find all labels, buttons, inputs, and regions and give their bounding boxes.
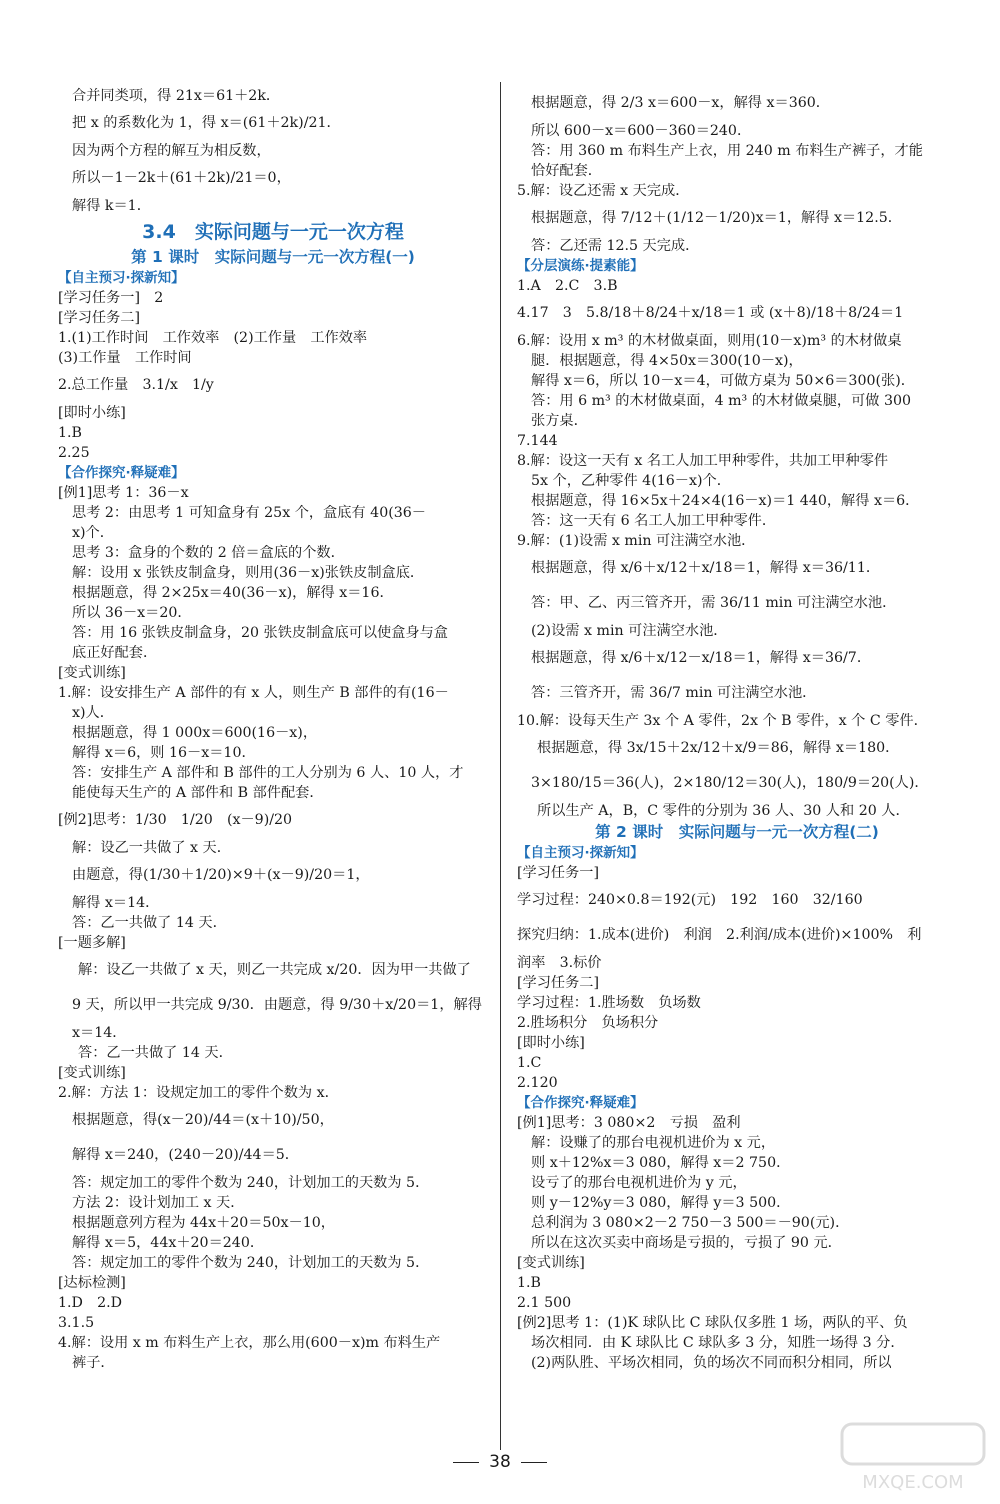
text-line: [学习任务一] 2 <box>58 290 164 306</box>
text-line: (3)工作量 工作时间 <box>58 350 192 366</box>
section-tag: 【合作探究·释疑难】 <box>58 465 185 481</box>
text-line: 根据题意，得(x－20)/44＝(x＋10)/50， <box>72 1112 334 1128</box>
text-line: 答：甲、乙、丙三管齐开，需 36/11 min 可注满空水池． <box>531 595 897 611</box>
text-line: 思考 2：由思考 1 可知盒身有 25x 个，盒底有 40(36－ <box>72 505 426 521</box>
text-line: 1.(1)工作时间 工作效率 (2)工作量 工作效率 <box>58 330 368 346</box>
section-tag: 【合作探究·释疑难】 <box>517 1095 644 1111</box>
text-line: [学习任务一] <box>517 865 600 881</box>
text-line: [例2]思考 1：(1)K 球队比 C 球队仅多胜 1 场，两队的平、负 <box>517 1315 908 1331</box>
text-line: 9 天，所以甲一共完成 9/30．由题意，得 9/30＋x/20＝1，解得 <box>72 997 482 1013</box>
text-line: 7.144 <box>517 433 558 449</box>
page-number: 38 <box>489 1452 511 1472</box>
section-tag: 【分层演练·提素能】 <box>517 258 644 274</box>
text-line: 能使每天生产的 A 部件和 B 部件配套． <box>72 785 324 801</box>
text-line: 解得 x＝240，(240－20)/44＝5． <box>72 1147 299 1163</box>
text-line: [例2]思考：1/30 1/20 (x－9)/20 <box>58 812 293 828</box>
text-line: 根据题意，得 x/6＋x/12－x/18＝1，解得 x＝36/7． <box>531 650 872 666</box>
text-line: 由题意，得(1/30＋1/20)×9＋(x－9)/20＝1， <box>72 867 370 883</box>
text-line: [例1]思考 1：36－x <box>58 485 189 501</box>
text-line: 根据题意，得 16×5x＋24×4(16－x)＝1 440，解得 x＝6． <box>531 493 920 509</box>
text-line: 解得 x＝6，则 16－x＝10． <box>72 745 256 761</box>
text-line: 所以 36－x＝20． <box>72 605 192 621</box>
text-line: 解：设赚了的那台电视机进价为 x 元， <box>531 1135 776 1151</box>
text-line: x)人． <box>72 705 114 721</box>
text-line: 思考 3：盒身的个数的 2 倍＝盒底的个数． <box>72 545 345 561</box>
text-line: [变式训练] <box>58 665 126 681</box>
text-line: 根据题意，得 x/6＋x/12＋x/18＝1，解得 x＝36/11． <box>531 560 881 576</box>
text-line: 8.解：设这一天有 x 名工人加工甲种零件，共加工甲种零件 <box>517 453 889 469</box>
text-line: 1.B <box>58 425 82 441</box>
text-line: [达标检测] <box>58 1275 126 1291</box>
text-line: 9.解：(1)设需 x min 可注满空水池． <box>517 533 756 549</box>
text-line: 解得 x＝14． <box>72 895 160 911</box>
text-line: 学习过程：1.胜场数 负场数 <box>517 995 701 1011</box>
text-line: 则 x＋12%x＝3 080，解得 x＝2 750． <box>531 1155 791 1171</box>
text-line: [变式训练] <box>58 1065 126 1081</box>
text-line: 5x 个，乙种零件 4(16－x)个． <box>531 473 731 489</box>
text-line: 3×180/15＝36(人)，2×180/12＝30(人)，180/9＝20(人)． <box>531 775 929 791</box>
text-line: 1.C <box>517 1055 542 1071</box>
text-line: 解：设乙一共做了 x 天，则乙一共完成 x/20．因为甲一共做了 <box>78 962 471 978</box>
text-line: [例1]思考：3 080×2 亏损 盈利 <box>517 1115 741 1131</box>
left-column <box>58 86 488 1373</box>
text-line: 6.解：设用 x m³ 的木材做桌面，则用(10－x)m³ 的木材做桌 <box>517 333 902 349</box>
text-line: 10.解：设每天生产 3x 个 A 零件，2x 个 B 零件，x 个 C 零件． <box>517 713 928 729</box>
text-line: 解得 k＝1． <box>72 198 151 214</box>
text-line: 答：用 360 m 布料生产上衣，用 240 m 布料生产裤子，才能 <box>531 143 923 159</box>
text-line: 4.17 3 5.8/18＋8/24＋x/18＝1 或 (x＋8)/18＋8/24＝1 <box>517 305 904 321</box>
text-line: 根据题意，得 1 000x＝600(16－x)， <box>72 725 318 741</box>
text-line: 解：设乙一共做了 x 天． <box>72 840 231 856</box>
text-line: 根据题意，得 3x/15＋2x/12＋x/9＝86，解得 x＝180． <box>537 740 900 756</box>
text-line: 则 y－12%y＝3 080，解得 y＝3 500． <box>531 1195 791 1211</box>
text-line: [变式训练] <box>517 1255 585 1271</box>
text-line: 探究归纳：1.成本(进价) 利润 2.利润/成本(进价)×100% 利 <box>517 927 922 943</box>
text-line: x＝14． <box>72 1025 127 1041</box>
text-line: 合并同类项，得 21x＝61＋2k． <box>72 88 281 104</box>
text-line: 根据题意列方程为 44x＋20＝50x－10， <box>72 1215 335 1231</box>
text-line: 2.总工作量 3.1/x 1/y <box>58 377 214 393</box>
text-line: 2.1 500 <box>517 1295 572 1311</box>
text-line: 答：安排生产 A 部件和 B 部件的工人分别为 6 人、10 人，才 <box>72 765 464 781</box>
text-line: (2)两队胜、平场次相同，负的场次不同而积分相同，所以 <box>531 1355 892 1371</box>
section-tag: 【自主预习·探新知】 <box>58 270 185 286</box>
text-line: 答：乙一共做了 14 天． <box>72 915 227 931</box>
text-line: 张方桌． <box>531 413 588 429</box>
text-line: 解：设用 x 张铁皮制盒身，则用(36－x)张铁皮制盒底． <box>72 565 425 581</box>
text-line: 根据题意，得 7/12＋(1/12－1/20)x＝1，解得 x＝12.5． <box>531 210 902 226</box>
text-line: 裤子． <box>72 1355 115 1371</box>
text-line: 底正好配套． <box>72 645 158 661</box>
footer-dash-left <box>453 1462 479 1463</box>
lesson-title: 第 1 课时 实际问题与一元一次方程(一) <box>131 248 415 266</box>
text-line: [即时小练] <box>58 405 126 421</box>
text-line: [学习任务二] <box>517 975 600 991</box>
text-line: 3.1.5 <box>58 1315 95 1331</box>
section-tag: 【自主预习·探新知】 <box>517 845 644 861</box>
text-line: 答：乙还需 12.5 天完成． <box>531 238 700 254</box>
text-line: 答：用 6 m³ 的木材做桌面，4 m³ 的木材做桌腿，可做 300 <box>531 393 912 409</box>
right-column <box>517 86 957 1373</box>
footer-dash-right <box>521 1462 547 1463</box>
text-line: 答：用 16 张铁皮制盒身，20 张铁皮制盒底可以使盒身与盒 <box>72 625 448 641</box>
text-line: 1.D 2.D <box>58 1295 123 1311</box>
text-line: 1.解：设安排生产 A 部件的有 x 人，则生产 B 部件的有(16－ <box>58 685 449 701</box>
section-title: 3.4 实际问题与一元一次方程 <box>142 221 404 243</box>
text-line: 1.A 2.C 3.B <box>517 278 618 294</box>
lesson-title: 第 2 课时 实际问题与一元一次方程(二) <box>595 823 879 841</box>
text-line: 总利润为 3 080×2－2 750－3 500＝－90(元)． <box>531 1215 850 1231</box>
text-line: 根据题意，得 2×25x＝40(36－x)，解得 x＝16． <box>72 585 394 601</box>
text-line: 腿．根据题意，得 4×50x＝300(10－x)， <box>531 353 803 369</box>
text-line: 把 x 的系数化为 1，得 x＝(61＋2k)/21． <box>72 115 341 131</box>
column-divider <box>500 82 501 1450</box>
text-line: 答：规定加工的零件个数为 240，计划加工的天数为 5． <box>72 1175 430 1191</box>
text-line: 所以－1－2k＋(61＋2k)/21＝0， <box>72 170 291 186</box>
text-line: 根据题意，得 2/3 x＝600－x，解得 x＝360． <box>531 95 830 111</box>
text-line: 场次相同．由 K 球队比 C 球队多 3 分，知胜一场得 3 分． <box>531 1335 905 1351</box>
text-line: 解得 x＝5，44x＋20＝240． <box>72 1235 265 1251</box>
text-line: [学习任务二] <box>58 310 141 326</box>
text-line: 2.胜场积分 负场积分 <box>517 1015 659 1031</box>
svg-text:MXQE.COM: MXQE.COM <box>862 1472 964 1493</box>
text-line: 答：乙一共做了 14 天． <box>78 1045 233 1061</box>
text-line: [即时小练] <box>517 1035 585 1051</box>
text-line: 解得 x＝6，所以 10－x＝4，可做方桌为 50×6＝300(张)． <box>531 373 915 389</box>
text-line: 4.解：设用 x m 布料生产上衣，那么用(600－x)m 布料生产 <box>58 1335 441 1351</box>
text-line: 学习过程：240×0.8＝192(元) 192 160 32/160 <box>517 892 863 908</box>
text-line: 5.解：设乙还需 x 天完成． <box>517 183 690 199</box>
text-line: (2)设需 x min 可注满空水池． <box>531 623 728 639</box>
text-line: 方法 2：设计划加工 x 天． <box>72 1195 245 1211</box>
text-line: 所以生产 A，B，C 零件的分别为 36 人、30 人和 20 人． <box>537 803 910 819</box>
text-line: x)个． <box>72 525 114 541</box>
watermark-logo <box>838 1418 988 1498</box>
text-line: 2.120 <box>517 1075 558 1091</box>
text-line: 设亏了的那台电视机进价为 y 元， <box>531 1175 747 1191</box>
text-line: [一题多解] <box>58 935 126 951</box>
text-line: 1.B <box>517 1275 541 1291</box>
text-line: 答：规定加工的零件个数为 240，计划加工的天数为 5． <box>72 1255 430 1271</box>
text-line: 恰好配套． <box>531 163 602 179</box>
text-line: 润率 3.标价 <box>517 955 602 971</box>
text-line: 2.解：方法 1：设规定加工的零件个数为 x． <box>58 1085 339 1101</box>
text-line: 所以在这次买卖中商场是亏损的，亏损了 90 元． <box>531 1235 842 1251</box>
text-line: 因为两个方程的解互为相反数， <box>72 143 271 159</box>
text-line: 2.25 <box>58 445 90 461</box>
text-line: 所以 600－x＝600－360＝240． <box>531 123 752 139</box>
text-line: 答：三管齐开，需 36/7 min 可注满空水池． <box>531 685 817 701</box>
text-line: 答：这一天有 6 名工人加工甲种零件． <box>531 513 777 529</box>
